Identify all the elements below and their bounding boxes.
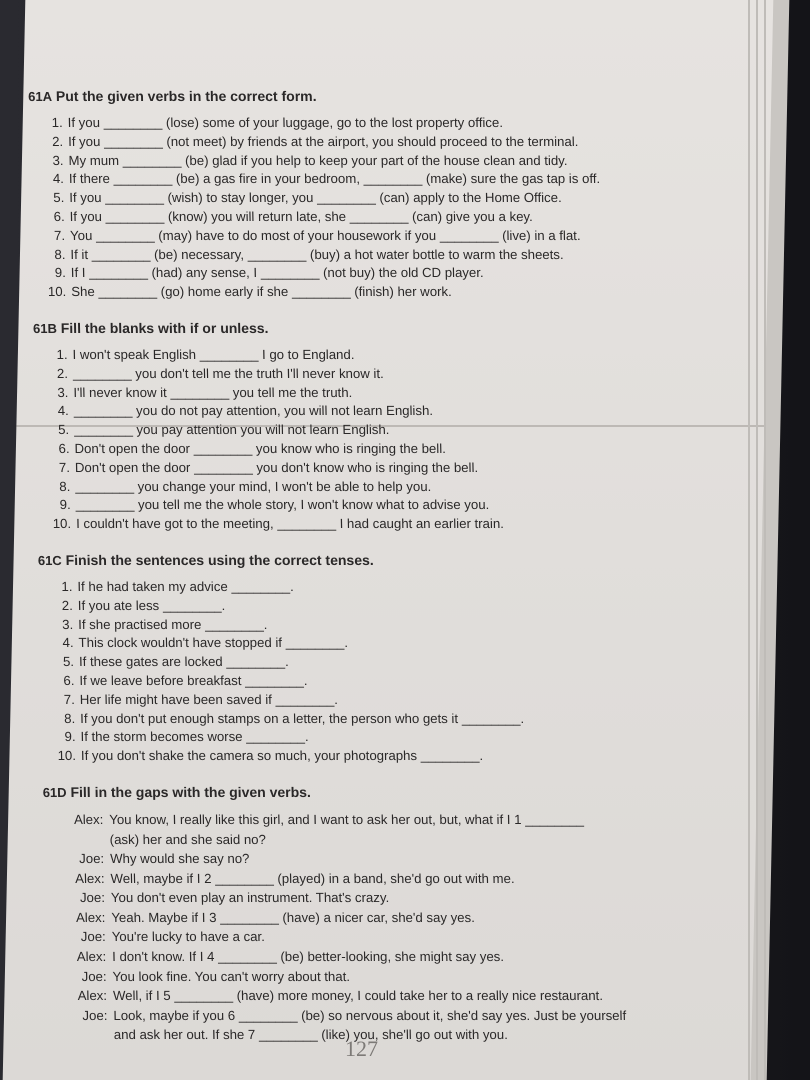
dialogue-line (46, 947, 686, 967)
speaker-label (48, 1025, 114, 1045)
dialogue-line (45, 908, 685, 928)
item-number: 3. (62, 616, 74, 632)
item-text: If you ________ (wish) to stay longer, you ________ (can) apply to the Home Office. (69, 190, 562, 206)
item-text: If the storm becomes worse ________. (80, 729, 309, 745)
exercise-item (40, 672, 680, 691)
speaker-label: Joe: (79, 851, 105, 867)
section-title: Fill in the gaps with the given verbs. (70, 783, 312, 800)
speaker-label: Joe: (79, 890, 106, 906)
page-edge (764, 0, 766, 1080)
exercise-item (33, 346, 673, 365)
dialogue-line (44, 849, 684, 869)
exercise-section-61a (28, 88, 672, 302)
stacked-page-edges (742, 0, 782, 1080)
exercise-item (30, 170, 670, 189)
speaker-label: Alex: (77, 988, 108, 1004)
exercise-item (41, 728, 681, 747)
item-text: ________ you do not pay attention, you will not learn English. (73, 403, 434, 419)
dialogue-line (46, 967, 686, 987)
item-number: 9. (64, 729, 76, 745)
exercise-item (36, 459, 676, 478)
item-number: 2. (56, 365, 69, 381)
speaker-label: Alex: (73, 811, 104, 827)
item-number: 3. (52, 152, 64, 168)
item-number: 7. (63, 691, 75, 707)
exercise-item (42, 747, 682, 766)
dialogue (43, 810, 688, 1045)
item-number: 3. (57, 384, 69, 400)
speaker-label: Alex: (76, 949, 107, 965)
dialogue-line (46, 927, 686, 947)
exercise-item (39, 634, 679, 653)
item-text: My mum ________ (be) glad if you help to keep your part of the house clean and tidy. (68, 152, 568, 168)
page-edge (756, 0, 758, 1080)
item-number: 7. (53, 227, 66, 243)
item-text: Don't open the door ________ you don't know who is ringing the bell. (74, 459, 479, 475)
section-heading (43, 784, 683, 800)
exercise-section-61c (38, 552, 682, 766)
item-text: If you don't shake the camera so much, your photographs ________. (80, 748, 484, 764)
exercise-item (29, 152, 669, 171)
speaker-label: Alex: (75, 909, 106, 925)
exercise-sections (28, 88, 688, 1045)
exercise-item (35, 440, 675, 459)
dialogue-line (47, 1006, 687, 1026)
section-title: Put the given verbs in the correct form. (55, 88, 317, 104)
item-text: If it ________ (be) necessary, ________ (buy) a hot water bottle to warm the sheets. (70, 246, 564, 262)
dialogue-text: (ask) her and she said no? (109, 831, 267, 847)
exercise-item (41, 710, 681, 729)
item-text: Her life might have been saved if ________. (79, 691, 338, 707)
item-text: You ________ (may) have to do most of your housework if you ________ (live) in a flat. (69, 227, 581, 243)
item-number: 5. (57, 422, 70, 438)
item-text: If you ________ (know) you will return late, she ________ (can) give you a key. (69, 208, 533, 224)
exercise-item (40, 653, 680, 672)
item-number: 2. (51, 133, 64, 149)
dialogue-text: You're lucky to have a car. (111, 929, 265, 945)
exercise-section-61b (33, 320, 677, 534)
item-text: If he had taken my advice ________. (77, 578, 294, 594)
item-number: 5. (53, 190, 65, 206)
exercise-item (32, 283, 672, 302)
dialogue-text: Well, if I 5 ________ (have) more money, I could take her to a really nice restaurant. (112, 988, 604, 1004)
item-number: 9. (59, 497, 71, 513)
item-text: She ________ (go) home early if she ________ (finish) her work. (71, 284, 452, 300)
dialogue-text: You don't even play an instrument. That's crazy. (110, 890, 390, 906)
exercise-section-61d (43, 784, 688, 1045)
item-text: ________ you change your mind, I won't be able to help you. (75, 478, 432, 494)
item-number: 7. (58, 459, 71, 475)
dialogue-text: I don't know. If I 4 ________ (be) better-looking, she might say yes. (112, 949, 505, 965)
speaker-label: Alex: (75, 870, 105, 886)
exercise-list (29, 114, 673, 302)
item-text: If these gates are locked ________. (78, 654, 289, 670)
dialogue-line (44, 830, 684, 850)
worksheet-content (28, 88, 688, 1045)
dialogue-text: You know, I really like this girl, and I want to ask her out, but, what if I 1 ________ (109, 811, 585, 827)
speaker-label: Joe: (81, 968, 107, 984)
item-text: If you ate less ________. (77, 597, 226, 613)
item-text: I won't speak English ________ I go to England. (72, 346, 355, 362)
item-text: This clock wouldn't have stopped if ________. (78, 635, 349, 651)
item-number: 2. (61, 597, 73, 613)
item-text: Don't open the door ________ you know who is ringing the bell. (74, 440, 446, 456)
dialogue-line (45, 888, 685, 908)
exercise-item (30, 208, 670, 227)
speaker-label: Joe: (80, 929, 106, 945)
item-number: 6. (53, 208, 65, 224)
item-text: If we leave before breakfast ________. (79, 672, 308, 688)
exercise-item (29, 133, 669, 152)
dialogue-text: Yeah. Maybe if I 3 ________ (have) a nicer car, she'd say yes. (111, 909, 475, 925)
item-text: ________ you tell me the whole story, I won't know what to advise you. (75, 497, 490, 513)
item-number: 4. (52, 171, 65, 187)
exercise-item (34, 384, 674, 403)
item-text: If you ________ (not meet) by friends at the airport, you should proceed to the terminal. (67, 133, 579, 149)
exercise-item (38, 578, 678, 597)
exercise-item (29, 114, 669, 133)
dialogue-text: You look fine. You can't worry about that. (112, 968, 351, 984)
section-number: 61A (27, 89, 53, 104)
exercise-item (30, 189, 670, 208)
dialogue-text: Why would she say no? (109, 851, 250, 867)
section-number: 61B (32, 320, 58, 336)
item-text: If she practised more ________. (78, 616, 268, 632)
item-text: I couldn't have got to the meeting, ________ I had caught an earlier train. (75, 516, 505, 532)
item-text: If you don't put enough stamps on a letter, the person who gets it ________. (80, 710, 525, 726)
exercise-list (38, 578, 682, 766)
dialogue-line (47, 986, 687, 1006)
item-text: If you ________ (lose) some of your luggage, go to the lost property office. (67, 115, 504, 130)
section-number: 61D (42, 784, 67, 800)
item-number: 1. (51, 115, 63, 130)
section-number: 61C (37, 552, 62, 568)
item-text: I'll never know it ________ you tell me the truth. (73, 384, 353, 400)
item-number: 5. (62, 654, 75, 670)
item-number: 10. (57, 748, 77, 764)
dialogue-line (43, 810, 683, 830)
item-number: 4. (57, 403, 69, 419)
exercise-item (34, 365, 674, 384)
exercise-item (36, 478, 676, 497)
item-number: 6. (58, 440, 70, 456)
exercise-item (31, 227, 671, 246)
item-number: 1. (61, 578, 73, 594)
item-number: 4. (62, 635, 74, 651)
exercise-item (37, 515, 677, 534)
exercise-item (39, 597, 679, 616)
exercise-item (35, 421, 675, 440)
dialogue-text: and ask her out. If she 7 ________ (like) you, she'll go out with you. (113, 1027, 508, 1043)
exercise-item (37, 496, 677, 515)
item-number: 8. (59, 478, 71, 494)
item-number: 9. (54, 265, 67, 281)
dialogue-line (44, 869, 684, 889)
section-heading (38, 552, 678, 568)
item-number: 10. (52, 516, 72, 532)
exercise-item (39, 616, 679, 635)
exercise-item (32, 264, 672, 283)
item-text: ________ you don't tell me the truth I'll never know it. (72, 365, 384, 381)
speaker-label: Joe: (82, 1007, 108, 1023)
exercise-item (35, 402, 675, 421)
item-number: 8. (54, 246, 66, 262)
dialogue-text: Well, maybe if I 2 ________ (played) in a band, she'd go out with me. (110, 870, 515, 886)
section-heading (33, 320, 673, 336)
item-number: 10. (47, 284, 67, 300)
item-number: 6. (63, 672, 75, 688)
exercise-item (31, 246, 671, 265)
item-text: ________ you pay attention you will not learn English. (73, 422, 390, 438)
section-title: Finish the sentences using the correct tenses. (65, 551, 374, 568)
item-number: 1. (56, 346, 68, 362)
section-heading (28, 88, 668, 104)
exercise-item (41, 691, 681, 710)
speaker-label (44, 830, 110, 850)
dialogue-text: Look, maybe if you 6 ________ (be) so nervous about it, she'd say yes. Just be yourself (113, 1007, 627, 1023)
item-text: If I ________ (had) any sense, I ________ (not buy) the old CD player. (70, 265, 484, 281)
item-number: 8. (64, 710, 76, 726)
page-edge (748, 0, 750, 1080)
item-text: If there ________ (be) a gas fire in your bedroom, ________ (make) sure the gas tap is off. (68, 171, 601, 187)
exercise-list (33, 346, 677, 534)
section-title: Fill the blanks with if or unless. (60, 319, 269, 336)
page-number: 127 (345, 1036, 378, 1061)
